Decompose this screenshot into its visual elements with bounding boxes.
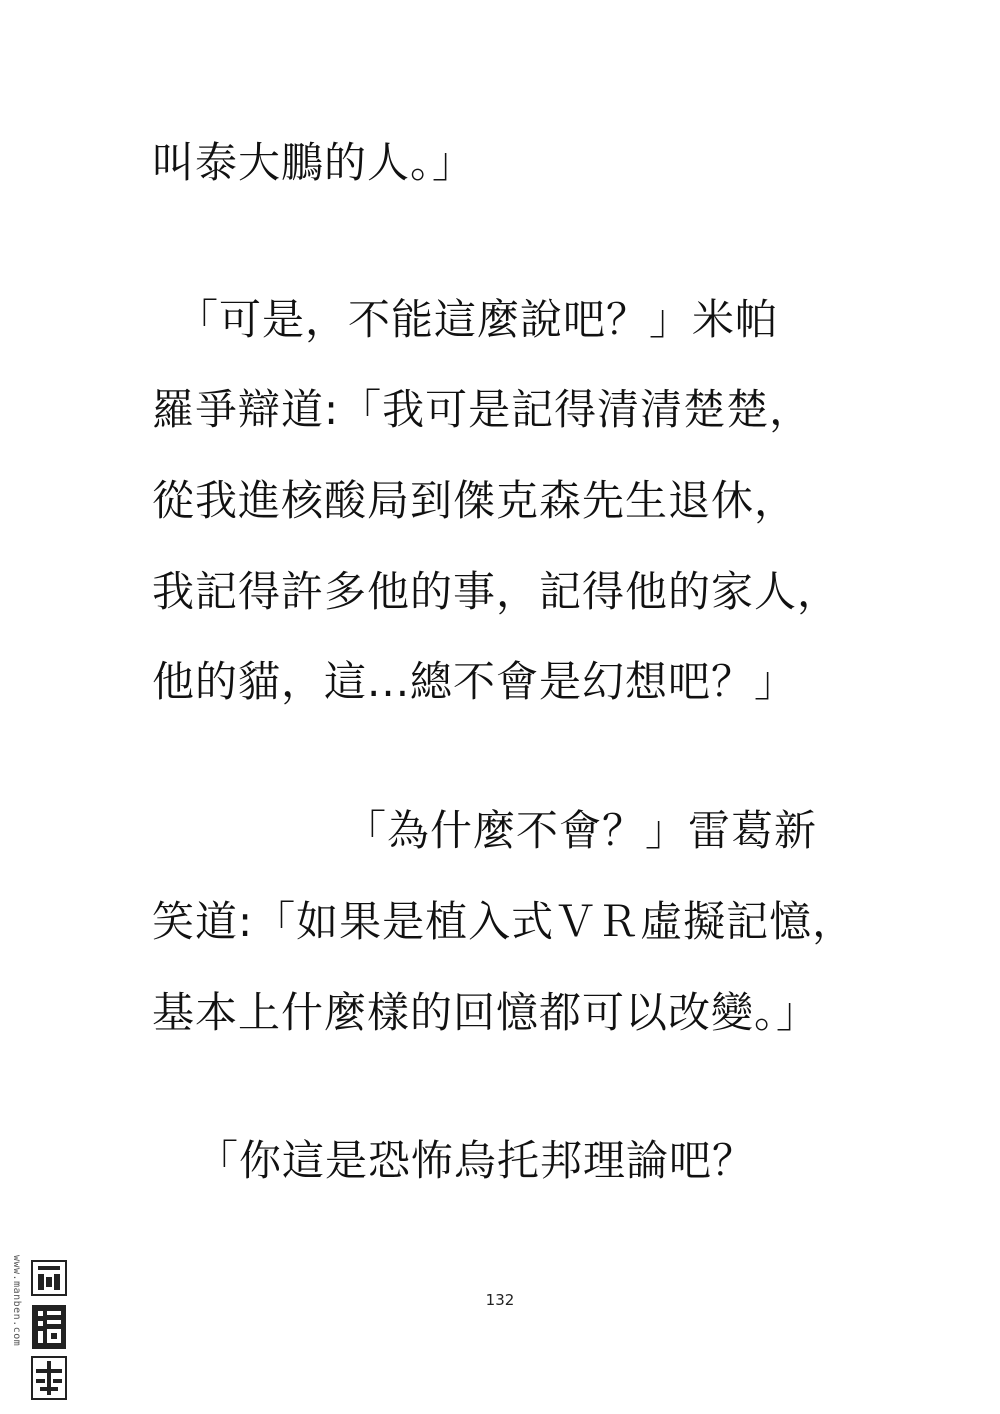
- text-line: 他的貓，這...總不會是幻想吧？」: [152, 657, 798, 706]
- text-line: 笑道:「如果是植入式ＶＲ虛擬記憶，: [152, 897, 856, 946]
- manben-logo-icon: [30, 1257, 68, 1403]
- text-line: 叫泰大鵬的人。」: [152, 138, 476, 187]
- text-line: 我記得許多他的事，記得他的家人，: [152, 567, 841, 616]
- text-line: 羅爭辯道:「我可是記得清清楚楚，: [152, 385, 813, 434]
- watermark: [8, 1255, 70, 1405]
- watermark-url: www.manben.com: [11, 1255, 22, 1347]
- text-line: 「為什麼不會？」雷葛新: [344, 806, 818, 855]
- text-line: 「你這是恐怖烏托邦理論吧？: [196, 1136, 756, 1185]
- text-line: 從我進核酸局到傑克森先生退休，: [152, 476, 798, 525]
- text-line: 基本上什麼樣的回憶都可以改變。」: [152, 988, 820, 1037]
- page-number: 132: [485, 1291, 515, 1309]
- text-line: 「可是，不能這麼說吧？」米帕: [176, 295, 779, 344]
